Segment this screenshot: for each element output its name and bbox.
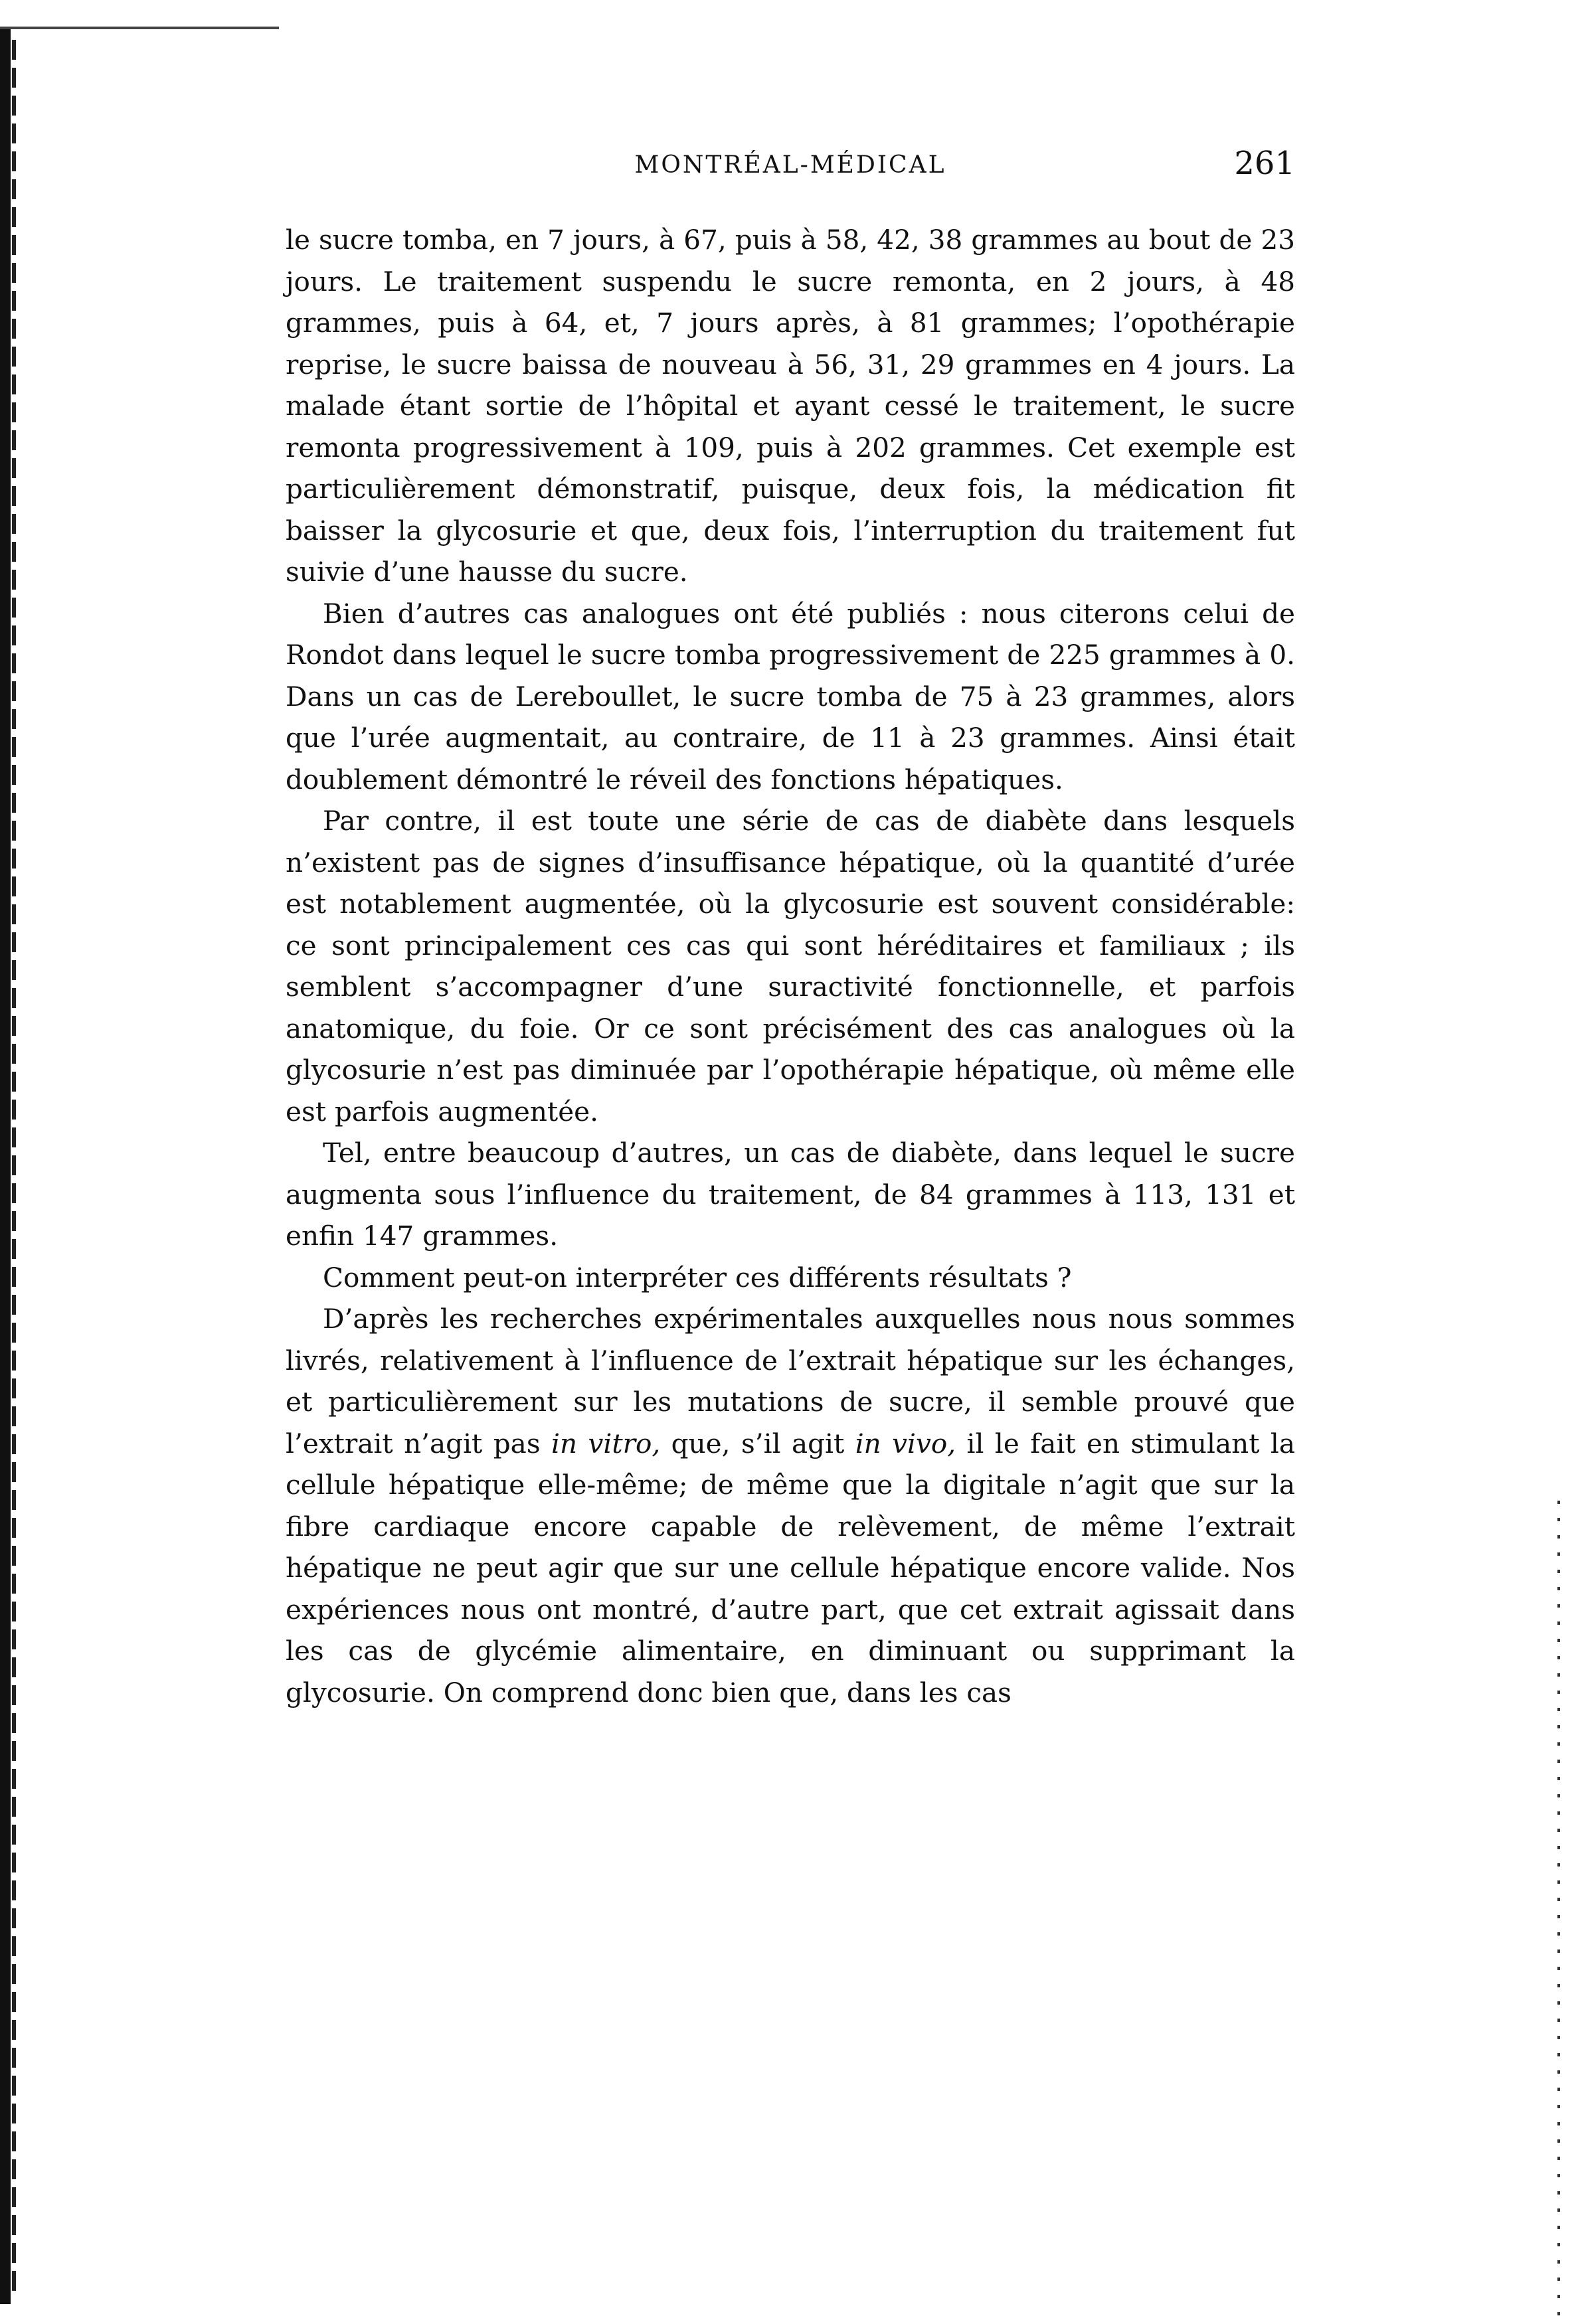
paragraph-6-part-1: D’après les recherches expérimentales auxquelles nous nous sommes livrés, relativement à l’influence de l’extrait hépatique sur les échanges, et particulièrement sur les mutations de sucre, il semble prouvé que l’extrait n’agit pas xyxy=(286,1303,1295,1459)
paragraph-6-part-2: que, s’il agit xyxy=(660,1427,855,1459)
body-text xyxy=(286,219,1295,1713)
paragraph-2: Bien d’autres cas analogues ont été publiés : nous citerons celui de Rondot dans lequel le sucre tomba progressivement de 225 grammes à 0. Dans un cas de Lereboullet, le sucre tomba de 75 à 23 grammes, alors que l’urée augmentait, au contraire, de 11 à 23 grammes. Ainsi était doublement démontré le réveil des fonctions hépatiques. xyxy=(286,597,1295,795)
paragraph-6-part-3: il le fait en stimulant la cellule hépatique elle-même; de même que la digitale n’agit que sur la fibre cardiaque encore capable de relèvement, de même l’extrait hépatique ne peut agir que sur une cellule hépatique encore valide. Nos expériences nous ont montré, d’autre part, que cet extrait agissait dans les cas de glycémie alimentaire, en diminuant ou supprimant la glycosurie. On comprend donc bien que, dans les cas xyxy=(286,1427,1295,1708)
italic-in-vitro: in vitro, xyxy=(551,1427,661,1459)
page-number: 261 xyxy=(1234,145,1295,182)
book-page xyxy=(286,139,1295,1713)
scan-top-edge xyxy=(0,27,279,29)
paragraph-1: le sucre tomba, en 7 jours, à 67, puis à 58, 42, 38 grammes au bout de 23 jours. Le traitement suspendu le sucre remonta, en 2 jours, à 48 grammes, puis à 64, et, 7 jours après, à 81 grammes; l’opothérapie reprise, le sucre baissa de nouveau à 56, 31, 29 grammes en 4 jours. La malade étant sortie de l’hôpital et ayant cessé le traitement, le sucre remonta progressivement à 109, puis à 202 grammes. Cet exemple est particulièrement démonstratif, puisque, deux fois, la médication fit baisser la glycosurie et que, deux fois, l’interruption du traitement fut suivie d’une hausse du sucre. xyxy=(286,224,1295,588)
paragraph-3: Par contre, il est toute une série de cas de diabète dans lesquels n’existent pas de signes d’insuffisance hépatique, où la quantité d’urée est notablement augmentée, où la glycosurie est souvent considérable: ce sont principalement ces cas qui sont héréditaires et familiaux ; ils semblent s’accompagner d’une suractivité fonctionnelle, et parfois anatomique, du foie. Or ce sont précisément des cas analogues où la glycosurie n’est pas diminuée par l’opothérapie hépatique, où même elle est parfois augmentée. xyxy=(286,805,1295,1127)
scan-binding-shadow xyxy=(12,40,16,2291)
scan-binding-edge xyxy=(0,27,11,2304)
italic-in-vivo: in vivo, xyxy=(855,1427,956,1459)
paragraph-5: Comment peut-on interpréter ces différents résultats ? xyxy=(323,1261,1072,1293)
running-head xyxy=(286,139,1295,193)
scan-right-margin-marks xyxy=(1557,1501,1560,2317)
paragraph-6 xyxy=(286,1298,1295,1713)
paragraph-4: Tel, entre beaucoup d’autres, un cas de diabète, dans lequel le sucre augmenta sous l’influence du traitement, de 84 grammes à 113, 131 et enfin 147 grammes. xyxy=(286,1137,1295,1252)
journal-title: MONTRÉAL-MÉDICAL xyxy=(634,151,946,179)
